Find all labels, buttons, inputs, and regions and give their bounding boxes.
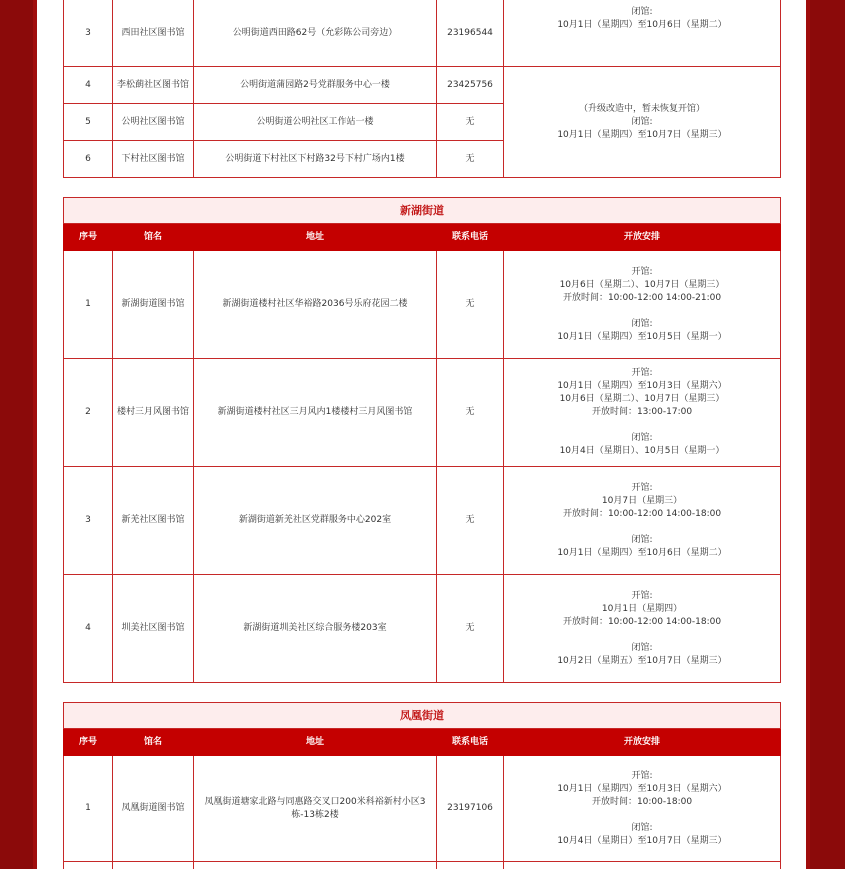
row-number: 2: [64, 359, 113, 467]
schedule-line: 10月1日（星期四）: [601, 603, 683, 614]
schedule-line: 10月1日（星期四）至10月6日（星期二）: [557, 20, 727, 30]
section-title: 新湖街道: [64, 198, 781, 224]
library-address: 新湖街道楼村社区三月风内1楼楼村三月风图书馆: [194, 359, 437, 467]
library-address: 公明街道蒲园路2号党群服务中心一楼: [194, 67, 437, 104]
schedule-line: 开馆:: [631, 266, 653, 277]
library-name: 西田社区图书馆: [113, 0, 194, 67]
library-name: 公明社区图书馆: [113, 104, 194, 141]
column-header-name: 馆名: [113, 224, 194, 251]
row-number: 4: [64, 67, 113, 104]
schedule-line: 开馆:: [631, 368, 653, 378]
library-phone: 无: [437, 467, 504, 575]
column-header-phone: 联系电话: [437, 224, 504, 251]
schedule-spacer: [506, 419, 778, 432]
schedule-line: 10月4日（星期日）、10月5日（星期一）: [559, 446, 725, 456]
table-header-row: [64, 729, 781, 756]
fenghuang-library-table: [63, 702, 781, 869]
column-header-schedule: 开放安排: [504, 224, 781, 251]
library-phone: 无: [437, 575, 504, 683]
library-phone: 无: [437, 141, 504, 178]
schedule-spacer: [506, 629, 778, 642]
column-header-address: 地址: [194, 224, 437, 251]
schedule-spacer: [506, 809, 778, 822]
open-schedule: [504, 67, 781, 178]
row-number: 4: [64, 575, 113, 683]
schedule-line: 开馆:: [631, 770, 653, 781]
table-row: [64, 862, 781, 869]
library-address: 公明街道下村社区下村路32号下村广场内1楼: [194, 141, 437, 178]
schedule-line: 开馆:: [631, 590, 653, 601]
section-title: 凤凰街道: [64, 703, 781, 729]
library-name: 新湖街道图书馆: [113, 251, 194, 359]
library-phone: 23197106: [437, 756, 504, 862]
table-row: [64, 575, 781, 683]
schedule-line: 10月1日（星期四）至10月5日（星期一）: [557, 331, 727, 342]
row-number: 5: [64, 104, 113, 141]
row-number: 3: [64, 0, 113, 67]
row-number: 6: [64, 141, 113, 178]
table-row: [64, 251, 781, 359]
library-phone: 23196544: [437, 0, 504, 67]
schedule-line: 10月2日（星期五）至10月7日（星期三）: [557, 655, 727, 666]
schedule-line: 开放时间：13:00-17:00: [591, 407, 693, 417]
open-schedule: [504, 251, 781, 359]
open-schedule: [504, 467, 781, 575]
open-schedule: [504, 359, 781, 467]
library-address: 新湖街道新羌社区党群服务中心202室: [194, 467, 437, 575]
library-phone: 无: [437, 359, 504, 467]
schedule-line: 10月6日（星期二）、10月7日（星期三）: [559, 394, 725, 404]
schedule-line: 10月4日（星期日）至10月7日（星期三）: [557, 835, 727, 846]
library-name: 圳美社区图书馆: [113, 575, 194, 683]
schedule-line: 闭馆:: [631, 534, 653, 545]
schedule-line: 闭馆:: [631, 433, 653, 443]
schedule-line: 10月1日（星期四）至10月3日（星期六）: [557, 381, 727, 391]
table-row: [64, 467, 781, 575]
library-name: 李松蓢社区图书馆: [113, 67, 194, 104]
schedule-line: 闭馆:: [631, 318, 653, 329]
page-content: [33, 0, 810, 869]
xinhu-library-table: [63, 197, 781, 683]
schedule-line: 10月1日（星期四）至10月6日（星期二）: [557, 547, 727, 558]
gongming-library-table: [63, 0, 781, 178]
schedule-line: （升级改造中，暂未恢复开馆）: [578, 103, 705, 114]
schedule-line: 10月7日（星期三）: [601, 495, 683, 506]
schedule-spacer: [506, 521, 778, 534]
library-phone: 23425756: [437, 67, 504, 104]
row-number: 3: [64, 467, 113, 575]
library-address: 新湖街道圳美社区综合服务楼203室: [194, 575, 437, 683]
schedule-line: 开放时间：10:00-12:00 14:00-18:00: [562, 616, 722, 627]
schedule-line: 开放时间：10:00-12:00 14:00-21:00: [562, 292, 722, 303]
column-header-no: 序号: [64, 729, 113, 756]
table-row: [64, 67, 781, 104]
schedule-line: 闭馆:: [631, 822, 653, 833]
open-schedule: [504, 756, 781, 862]
column-header-phone: 联系电话: [437, 729, 504, 756]
schedule-line: 开馆:: [631, 482, 653, 493]
library-name: 楼村三月风图书馆: [113, 359, 194, 467]
schedule-line: 闭馆:: [631, 116, 653, 127]
table-row: [64, 359, 781, 467]
library-address: 公明街道公明社区工作站一楼: [194, 104, 437, 141]
library-name: 下村社区图书馆: [113, 141, 194, 178]
library-phone: 无: [437, 251, 504, 359]
table-row: [64, 0, 781, 67]
library-name: 凤凰街道图书馆: [113, 756, 194, 862]
table-row: [64, 756, 781, 862]
library-address: 凤凰街道塘家北路与同惠路交叉口200米科裕新村小区3栋-13栋2楼: [194, 756, 437, 862]
schedule-spacer: [506, 305, 778, 318]
open-schedule: [504, 0, 781, 67]
schedule-line: 开放时间：10:00-18:00: [591, 796, 693, 807]
row-number: 1: [64, 251, 113, 359]
schedule-line: 开放时间：10:00-12:00 14:00-18:00: [562, 508, 722, 519]
library-address: 新湖街道楼村社区华裕路2036号乐府花园二楼: [194, 251, 437, 359]
schedule-line: 闭馆:: [631, 7, 653, 17]
schedule-line: 10月6日（星期二）、10月7日（星期三）: [559, 279, 725, 290]
schedule-line: 闭馆:: [631, 642, 653, 653]
column-header-address: 地址: [194, 729, 437, 756]
column-header-no: 序号: [64, 224, 113, 251]
table-header-row: [64, 224, 781, 251]
library-address: 公明街道西田路62号（允彩陈公司旁边）: [194, 0, 437, 67]
column-header-schedule: 开放安排: [504, 729, 781, 756]
library-name: 新羌社区图书馆: [113, 467, 194, 575]
library-phone: 无: [437, 104, 504, 141]
row-number: 1: [64, 756, 113, 862]
column-header-name: 馆名: [113, 729, 194, 756]
schedule-line: 10月1日（星期四）至10月3日（星期六）: [557, 783, 727, 794]
open-schedule: [504, 575, 781, 683]
schedule-line: 10月1日（星期四）至10月7日（星期三）: [557, 129, 727, 140]
